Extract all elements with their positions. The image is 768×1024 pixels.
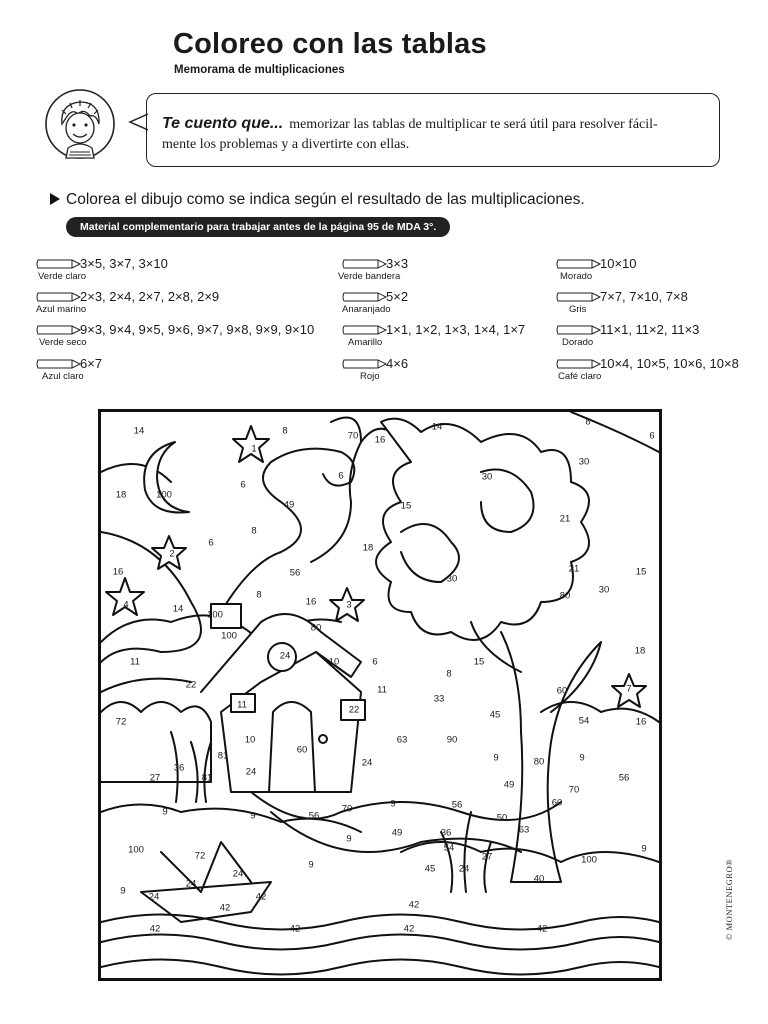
legend-color-name: Morado: [560, 271, 593, 282]
region-number: 42: [149, 923, 161, 935]
copyright: © MONTENEGRO®: [724, 858, 734, 940]
region-number: 72: [115, 716, 127, 728]
region-number: 42: [408, 899, 420, 911]
region-number: 16: [374, 434, 386, 446]
region-number: 9: [120, 885, 126, 897]
region-number: 11: [237, 699, 247, 711]
legend-color-name: Dorado: [562, 337, 594, 348]
legend-color-name: Azul marino: [36, 304, 87, 315]
region-number: 45: [424, 863, 436, 875]
region-number: 21: [568, 563, 580, 575]
region-number: 9: [493, 752, 499, 764]
legend-color-name: Azul claro: [42, 371, 84, 382]
region-number: 6: [338, 470, 344, 482]
speech-text: [162, 114, 714, 155]
legend-equation: 10×4, 10×5, 10×6, 10×8: [600, 356, 739, 371]
material-note: Material complementario para trabajar antes de la página 95 de MDA 3°.: [66, 217, 450, 237]
legend-color-name: Verde bandera: [338, 271, 401, 282]
region-number: 60: [551, 797, 563, 809]
region-number: 36: [440, 827, 452, 839]
region-number: 40: [533, 873, 545, 885]
region-number: 27: [149, 772, 161, 784]
crayon-icon: [556, 359, 602, 369]
crayon-icon: [36, 325, 82, 335]
paper-boat: [141, 882, 271, 922]
crayon-icon: [342, 325, 388, 335]
region-number: 100: [128, 844, 144, 856]
region-number: 18: [115, 489, 127, 501]
region-number: 16: [112, 566, 124, 578]
region-number: 56: [451, 799, 463, 811]
region-number: 8: [446, 668, 452, 680]
crayon-icon: [556, 292, 602, 302]
legend-equation: 11×1, 11×2, 11×3: [600, 322, 700, 337]
region-number: 54: [578, 715, 590, 727]
region-number: 100: [581, 854, 597, 866]
legend-color-name: Verde seco: [39, 337, 87, 348]
page-subtitle: Memorama de multiplicaciones: [174, 64, 345, 76]
crayon-icon: [556, 325, 602, 335]
region-number: 56: [308, 810, 320, 822]
region-number: 9: [641, 843, 647, 855]
legend-color-name: Rojo: [360, 371, 380, 382]
region-number: 50: [496, 812, 508, 824]
region-number: 49: [391, 827, 403, 839]
region-number: 80: [533, 756, 545, 768]
region-number: 21: [559, 513, 571, 525]
region-number: 18: [362, 542, 374, 554]
crayon-icon: [556, 259, 602, 269]
crayon-icon: [342, 359, 388, 369]
crayon-icon: [36, 359, 82, 369]
region-number: 70: [347, 430, 359, 442]
region-number: 42: [289, 923, 301, 935]
region-number: 42: [219, 902, 231, 914]
region-number: 100: [221, 630, 237, 642]
region-number: 80: [310, 622, 322, 634]
region-number: 24: [245, 766, 257, 778]
region-number: 15: [400, 500, 412, 512]
region-number: 70: [341, 803, 353, 815]
crayon-icon: [342, 292, 388, 302]
region-number: 70: [568, 784, 580, 796]
region-number: 36: [173, 762, 185, 774]
region-number: 9: [346, 833, 352, 845]
legend-color-name: Gris: [569, 304, 587, 315]
region-number: 49: [283, 499, 295, 511]
region-number: 63: [396, 734, 408, 746]
legend-color-name: Amarillo: [348, 337, 383, 348]
region-number: 15: [635, 566, 647, 578]
region-number: 18: [634, 645, 646, 657]
region-number: 9: [390, 798, 396, 810]
legend-equation: 9×3, 9×4, 9×5, 9×6, 9×7, 9×8, 9×9, 9×10: [80, 322, 315, 337]
speech-line-2: mente los problemas y a divertirte con ellas.: [162, 137, 410, 152]
region-number: 2: [169, 548, 175, 560]
region-number: 100: [156, 489, 172, 501]
instruction: [50, 191, 585, 209]
region-number: 14: [172, 603, 184, 615]
legend-color-name: Anaranjado: [342, 304, 391, 315]
region-number: 56: [289, 567, 301, 579]
region-number: 8: [256, 589, 262, 601]
region-number: 63: [518, 824, 530, 836]
region-number: 81: [217, 750, 229, 762]
region-number: 81: [201, 772, 213, 784]
house-door: [269, 702, 315, 792]
legend-equation: 6×7: [80, 356, 103, 371]
legend-equation: 3×5, 3×7, 3×10: [80, 256, 168, 271]
region-number: 14: [431, 421, 443, 433]
region-number: 72: [194, 850, 206, 862]
coloring-picture: [98, 409, 662, 981]
region-number: 27: [481, 851, 493, 863]
region-number: 30: [446, 573, 458, 585]
region-number: 22: [348, 704, 360, 716]
legend-equation: 4×6: [386, 356, 409, 371]
speech-line-1: memorizar las tablas de multiplicar te será útil para resolver fácil-: [289, 117, 658, 132]
region-number: 9: [579, 752, 585, 764]
region-number: 49: [503, 779, 515, 791]
region-number: 4: [123, 599, 129, 611]
bullet-triangle-icon: [50, 193, 60, 205]
crayon-icon: [342, 259, 388, 269]
region-number: 6: [649, 430, 655, 442]
region-number: 10: [244, 734, 256, 746]
boy-avatar-icon: [44, 88, 116, 160]
region-number: 3: [346, 599, 352, 611]
region-number: 30: [578, 456, 590, 468]
legend-color-name: Café claro: [558, 371, 602, 382]
region-number: 60: [556, 685, 568, 697]
legend-equation: 2×3, 2×4, 2×7, 2×8, 2×9: [80, 289, 220, 304]
legend-equation: 7×7, 7×10, 7×8: [600, 289, 688, 304]
crayon-icon: [36, 259, 82, 269]
region-number: 24: [279, 650, 291, 662]
legend-color-name: Verde claro: [38, 271, 87, 282]
region-number: 56: [618, 772, 630, 784]
speech-lead: Te cuento que...: [162, 115, 284, 132]
region-number: 33: [433, 693, 445, 705]
region-number: 42: [536, 923, 548, 935]
region-number: 6: [208, 537, 214, 549]
region-number: 9: [250, 810, 256, 822]
region-number: 14: [133, 425, 145, 437]
region-number: 100: [207, 609, 223, 621]
region-number: 16: [305, 596, 317, 608]
region-number: 24: [361, 757, 373, 769]
region-number: 9: [162, 806, 168, 818]
region-number: 45: [489, 709, 501, 721]
legend-equation: 10×10: [600, 256, 637, 271]
region-number: 11: [377, 684, 387, 696]
region-number: 60: [296, 744, 308, 756]
region-number: 80: [559, 590, 571, 602]
instruction-text: Colorea el dibujo como se indica según el resultado de las multiplicaciones.: [66, 191, 585, 208]
region-number: 24: [232, 868, 244, 880]
region-number: 24: [458, 863, 470, 875]
region-number: 1: [251, 443, 257, 455]
region-number: 11: [130, 656, 140, 668]
region-number: 90: [446, 734, 458, 746]
region-number: 10: [328, 656, 340, 668]
region-number: 6: [372, 656, 378, 668]
region-number: 8: [251, 525, 257, 537]
region-number: 9: [308, 859, 314, 871]
region-number: 8: [585, 416, 591, 428]
region-number: 24: [148, 891, 160, 903]
region-number: 42: [255, 891, 267, 903]
region-number: 15: [473, 656, 485, 668]
region-number: 42: [403, 923, 415, 935]
region-number: 30: [598, 584, 610, 596]
legend-equation: 5×2: [386, 289, 409, 304]
crayon-icon: [36, 292, 82, 302]
region-number: 7: [626, 683, 632, 695]
region-number: 30: [481, 471, 493, 483]
page-title: Coloreo con las tablas: [173, 28, 487, 60]
legend-equation: 1×1, 1×2, 1×3, 1×4, 1×7: [386, 322, 526, 337]
region-number: 8: [282, 425, 288, 437]
region-number: 6: [240, 479, 246, 491]
legend-equation: 3×3: [386, 256, 409, 271]
region-number: 54: [443, 842, 455, 854]
region-number: 16: [635, 716, 647, 728]
region-number: 22: [185, 679, 197, 691]
region-number: 24: [185, 878, 197, 890]
